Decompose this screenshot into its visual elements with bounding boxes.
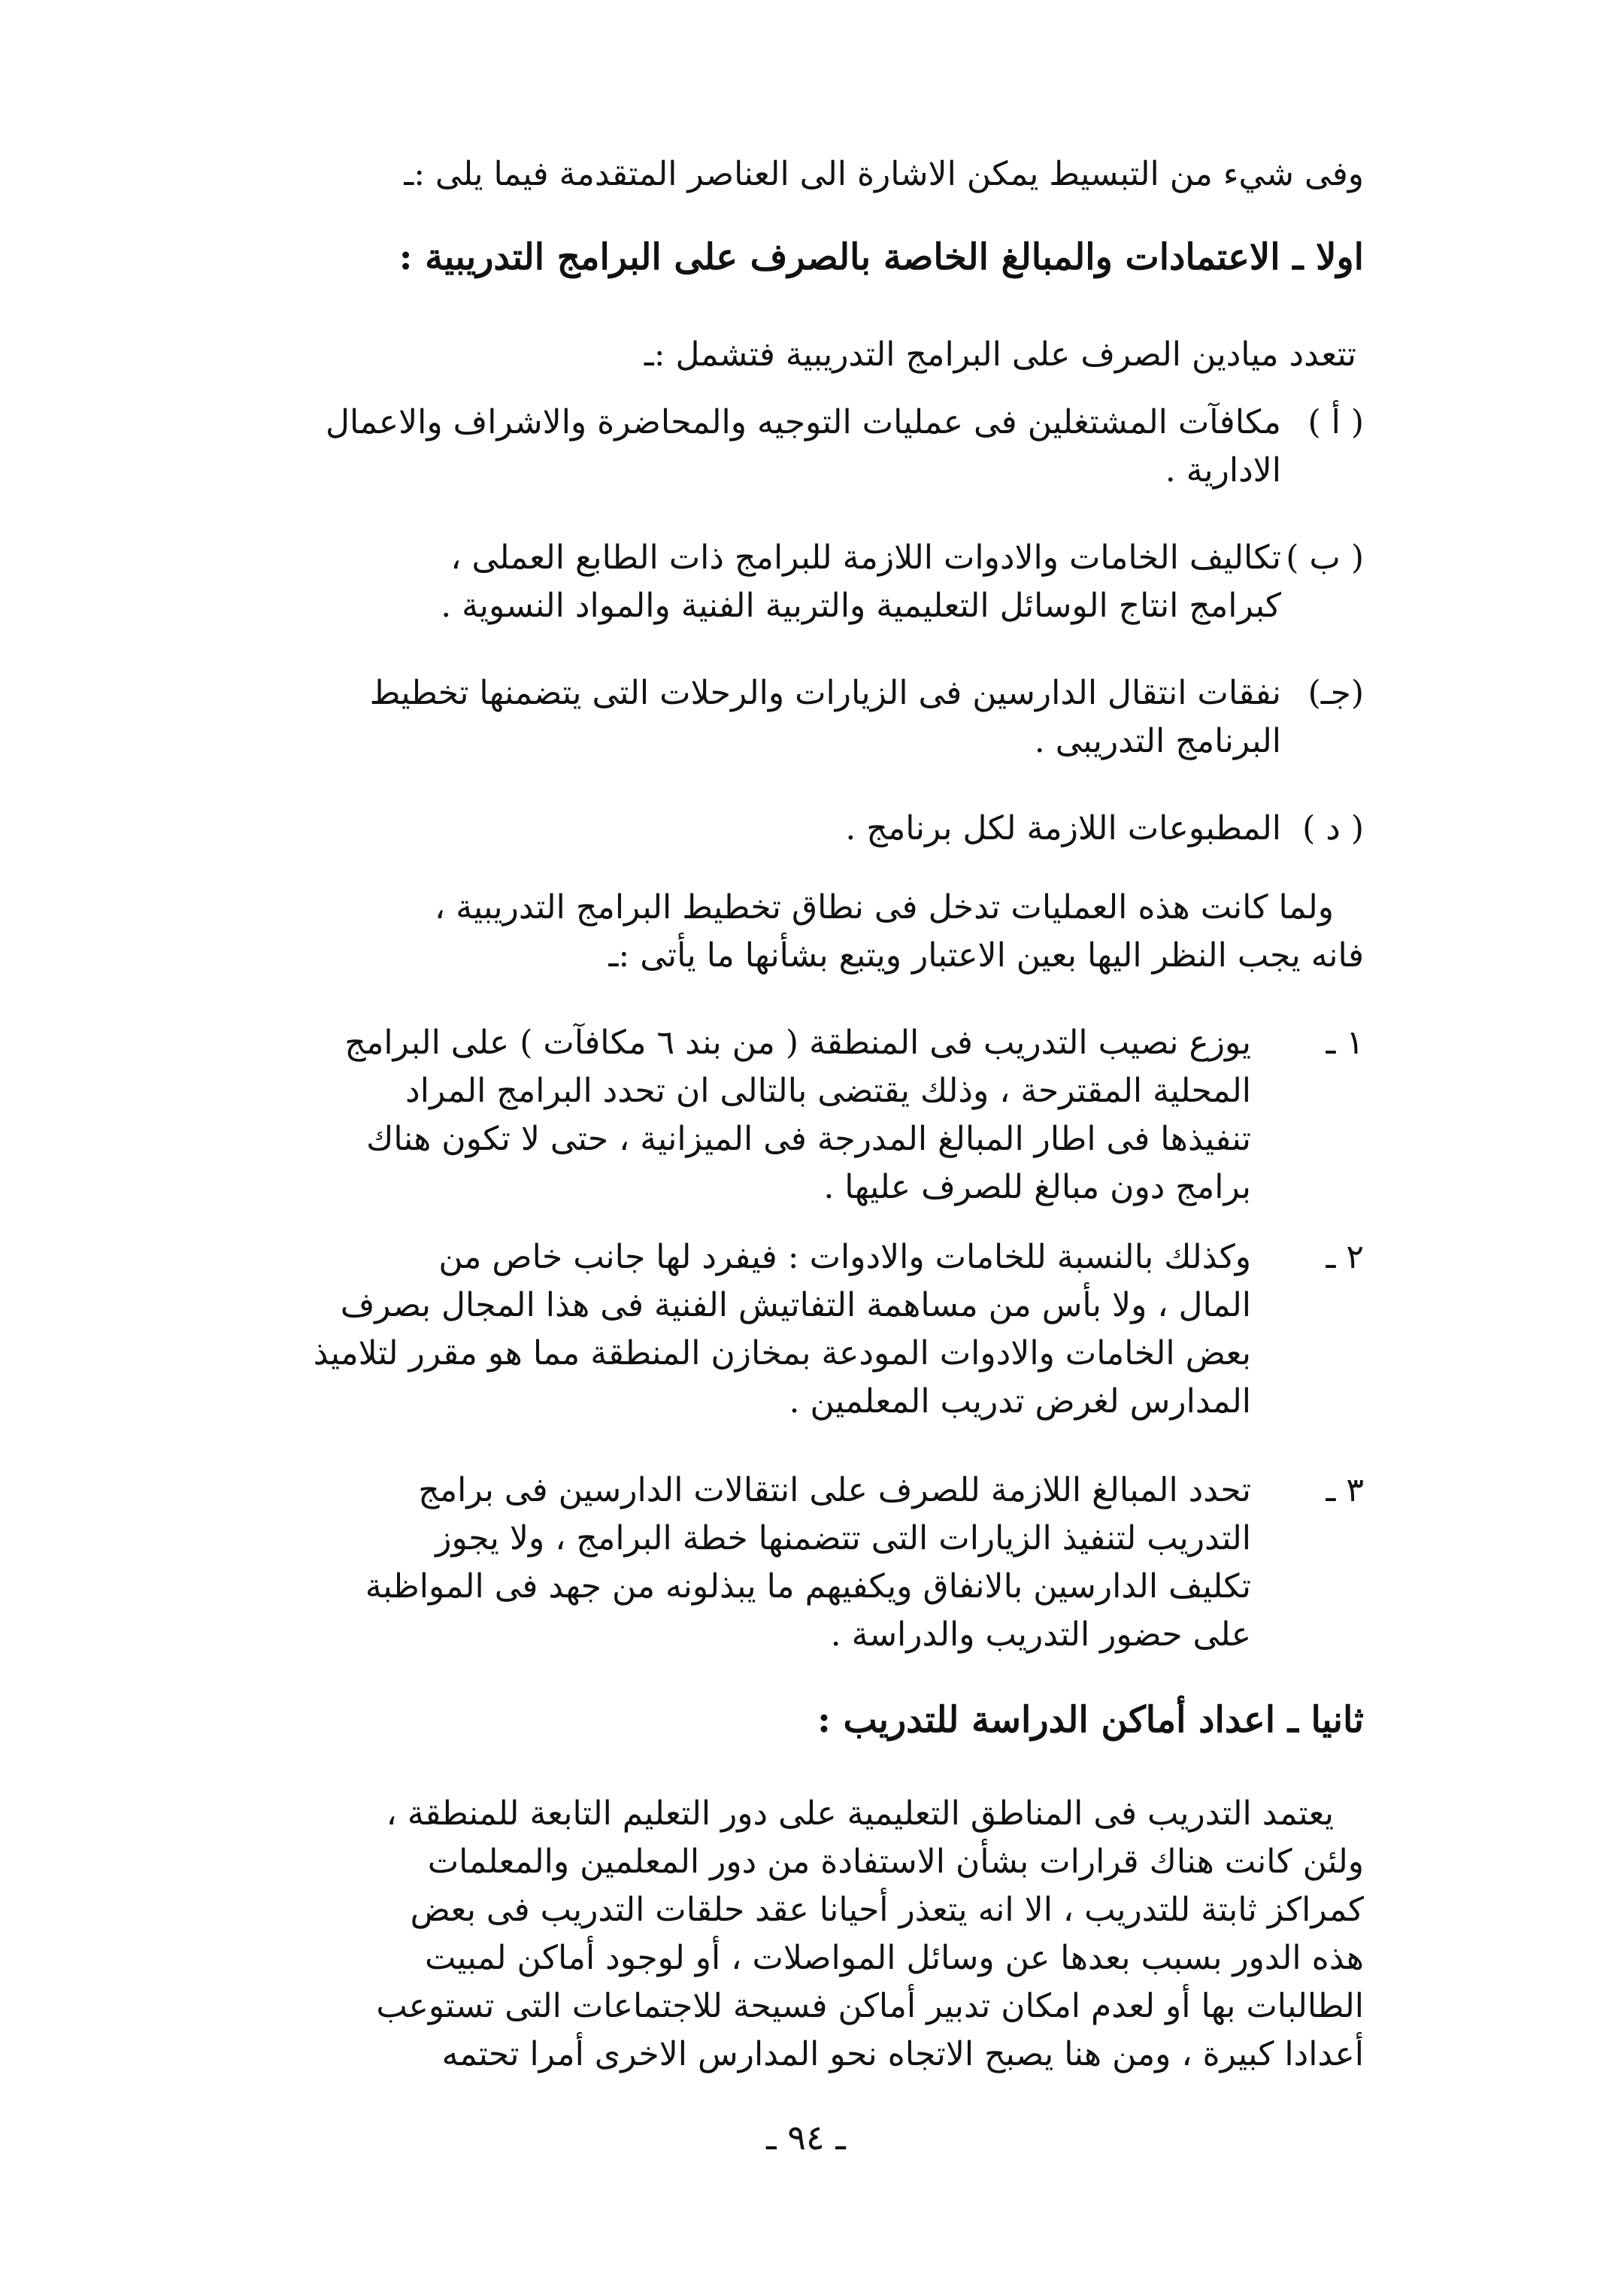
list-item-c xyxy=(251,669,1364,766)
text-line: كمراكز ثابتة للتدريب ، الا انه يتعذر أحيانا عقد حلقات التدريب فى بعض xyxy=(410,1891,1364,1929)
text-line: على حضور التدريب والدراسة . xyxy=(830,1615,1251,1654)
text-line: هذه الدور بسبب بعدها عن وسائل المواصلات ، أو لوجود أماكن لمبيت xyxy=(424,1939,1364,1977)
section-heading-2: ثانيا ـ اعداد أماكن الدراسة للتدريب : xyxy=(817,1699,1364,1741)
list-item-d xyxy=(251,805,1364,853)
text-line: التدريب لتنفيذ الزيارات التى تتضمنها خطة البرامج ، ولا يجوز xyxy=(435,1519,1251,1557)
text-line: المال ، ولا بأس من مساهمة التفاتيش الفنية فى هذا المجال بصرف xyxy=(340,1286,1251,1324)
section1-lead: تتعدد ميادين الصرف على البرامج التدريبية فتشمل :ـ xyxy=(644,335,1356,374)
numbered-item-3 xyxy=(251,1466,1364,1659)
item-number: ١ ـ xyxy=(1326,1024,1364,1062)
text-line: المطبوعات اللازمة لكل برنامج . xyxy=(845,809,1281,848)
numbered-item-text xyxy=(251,1466,1251,1659)
text-line: وكذلك بالنسبة للخامات والادوات : فيفرد لها جانب خاص من xyxy=(438,1238,1251,1276)
numbered-item-2 xyxy=(251,1233,1364,1426)
text-line: المدارس لغرض تدريب المعلمين . xyxy=(789,1382,1251,1421)
text-line: برامج دون مبالغ للصرف عليها . xyxy=(823,1168,1251,1206)
list-item-text xyxy=(251,534,1281,630)
text-line: المحلية المقترحة ، وذلك يقتضى بالتالى ان تحدد البرامج المراد xyxy=(405,1072,1251,1110)
list-item-a xyxy=(251,399,1364,495)
text-line: مكافآت المشتغلين فى عمليات التوجيه والمحاضرة والاشراف والاعمال xyxy=(326,403,1281,441)
list-marker: (جـ) xyxy=(1307,674,1364,712)
text-line: الطالبات بها أو لعدم امكان تدبير أماكن فسيحة للاجتماعات التى تستوعب xyxy=(376,1987,1364,2025)
text-line: أعدادا كبيرة ، ومن هنا يصبح الاتجاه نحو المدارس الاخرى أمرا تحتمه xyxy=(441,2035,1364,2073)
section-heading-1: اولا ـ الاعتمادات والمبالغ الخاصة بالصرف على البرامج التدريبية : xyxy=(398,236,1364,278)
text-line: كبرامج انتاج الوسائل التعليمية والتربية الفنية والمواد النسوية . xyxy=(441,587,1281,625)
text-line: ولئن كانت هناك قرارات بشأن الاستفادة من دور المعلمين والمعلمات xyxy=(427,1843,1364,1881)
numbered-item-text xyxy=(251,1233,1251,1426)
text-line: تكليف الدارسين بالانفاق ويكفيهم ما يبذلونه من جهد فى المواظبة xyxy=(365,1567,1251,1606)
text-line: يعتمد التدريب فى المناطق التعليمية على دور التعليم التابعة للمنطقة ، xyxy=(386,1794,1334,1833)
list-marker: ( أ ) xyxy=(1307,403,1364,441)
text-line: نفقات انتقال الدارسين فى الزيارات والرحلات التى يتضمنها تخطيط xyxy=(369,674,1281,712)
list-item-text xyxy=(251,399,1281,495)
list-marker: ( د ) xyxy=(1302,809,1364,848)
numbered-item-text xyxy=(251,1019,1251,1212)
list-marker: ( ب ) xyxy=(1286,538,1364,577)
text-line: ولما كانت هذه العمليات تدخل فى نطاق تخطيط البرامج التدريبية ، xyxy=(435,888,1334,927)
text-line: البرنامج التدريبى . xyxy=(1034,722,1281,760)
text-line: الادارية . xyxy=(1165,451,1281,490)
text-line: يوزع نصيب التدريب فى المنطقة ( من بند ٦ مكافآت ) على البرامج xyxy=(344,1024,1251,1062)
intro-sentence: وفى شيء من التبسيط يمكن الاشارة الى العناصر المتقدمة فيما يلى :ـ xyxy=(404,155,1364,193)
text-line: تحدد المبالغ اللازمة للصرف على انتقالات الدارسين فى برامج xyxy=(418,1471,1251,1509)
item-number: ٣ ـ xyxy=(1326,1471,1364,1509)
text-line: تنفيذها فى اطار المبالغ المدرجة فى الميزانية ، حتى لا تكون هناك xyxy=(366,1120,1251,1158)
list-item-text xyxy=(251,669,1281,766)
text-line: بعض الخامات والادوات المودعة بمخازن المنطقة مما هو مقرر لتلاميذ xyxy=(313,1334,1251,1372)
text-line: تكاليف الخامات والادوات اللازمة للبرامج ذات الطابع العملى ، xyxy=(450,538,1281,577)
list-item-text xyxy=(251,805,1281,853)
numbered-item-1 xyxy=(251,1019,1364,1212)
planning-paragraph xyxy=(251,884,1364,980)
text-line: فانه يجب النظر اليها بعين الاعتبار ويتبع بشأنها ما يأتى :ـ xyxy=(608,936,1364,975)
section2-paragraph xyxy=(251,1790,1364,2079)
list-item-b xyxy=(251,534,1364,630)
item-number: ٢ ـ xyxy=(1326,1238,1364,1276)
page-number: ـ ٩٤ ـ xyxy=(766,2117,846,2158)
